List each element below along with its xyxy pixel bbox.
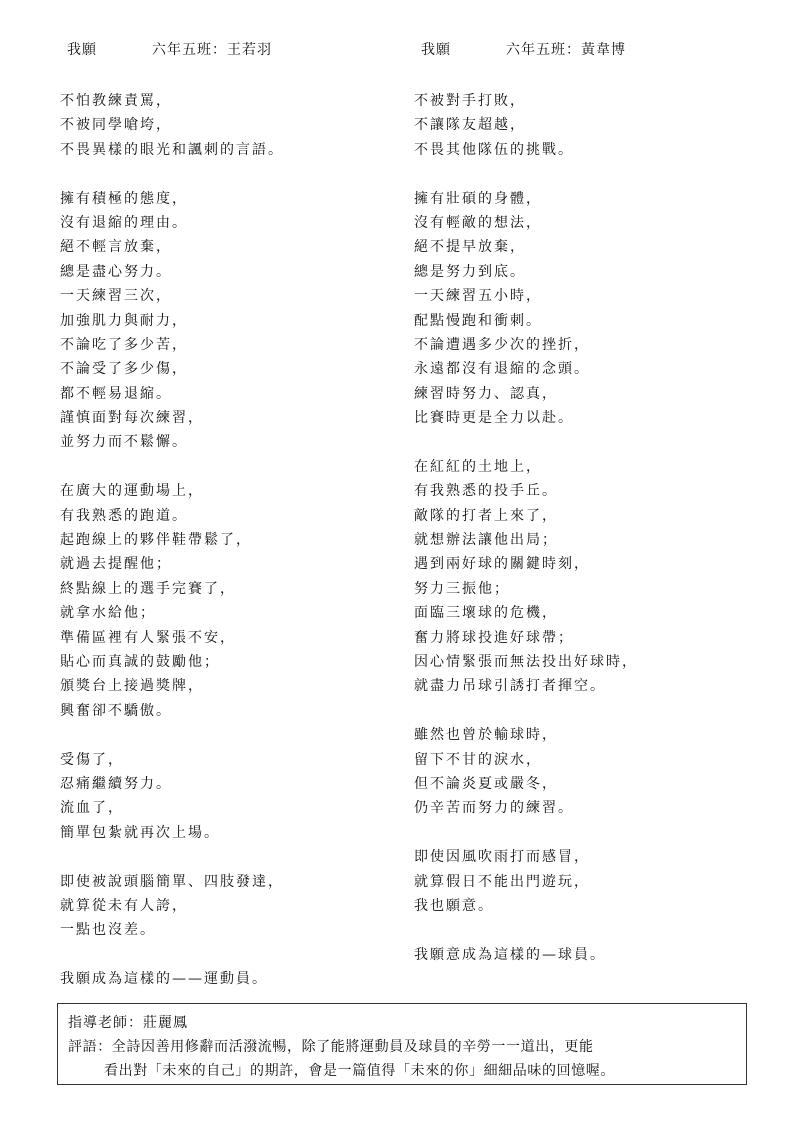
poem-line: 我願成為這樣的——運動員。 [60,971,268,988]
poem-line: 不論受了多少傷， [60,361,188,378]
poem-right-title: 我願 [421,42,451,58]
poem-line: 加強肌力與耐力， [60,312,188,329]
poem-line: 即使因風吹雨打而感冒， [414,849,590,866]
poem-line: 在紅紅的土地上， [414,458,542,475]
poem-right-author: 六年五班：黃韋博 [506,42,626,58]
poem-line: 頒獎台上接過獎牌， [60,678,204,695]
poem-line [414,918,754,942]
poem-line: 不被同學嗆垮， [60,117,172,134]
poem-line: 就拿水給他； [60,605,156,622]
comment-line-2: 看出對「未來的自己」的期許，會是一篇值得「未來的你」細細品味的回憶喔。 [104,1063,615,1079]
poem-line: 配點慢跑和衝刺。 [414,312,542,329]
poem-left-title: 我願 [67,42,97,58]
poem-line: 準備區裡有人緊張不安， [60,629,236,646]
poem-line: 仍辛苦而努力的練習。 [414,800,574,817]
poem-line: 不被對手打敗， [414,93,526,109]
poem-line: 在廣大的運動場上， [60,483,204,500]
poem-line: 擁有壯碩的身體， [414,190,542,207]
poem-line: 終點線上的選手完賽了， [60,580,236,597]
comment-line-1: 評語：全詩因善用修辭而活潑流暢，除了能將運動員及球員的辛勞一一道出，更能 [68,1039,594,1055]
poem-line: 不論吃了多少苦， [60,336,188,353]
poem-line: 永遠都沒有退縮的念頭。 [414,361,590,378]
poem-line: 敵隊的打者上來了， [414,507,558,524]
poem-line: 即使被說頭腦簡單、四肢發達， [60,873,284,890]
poem-line: 並努力而不鬆懈。 [60,434,188,451]
poem-line [414,821,754,845]
poem-line [414,430,754,454]
poem-line [60,723,400,747]
teacher-comment-box [57,1003,747,1085]
poem-line: 有我熟悉的跑道。 [60,507,188,524]
poem-line: 一點也沒差。 [60,922,156,939]
poem-line [414,162,754,186]
poem-line: 總是努力到底。 [414,263,526,280]
poem-right-body [414,89,754,967]
poem-line: 絕不提早放棄， [414,239,526,256]
poem-line: 奮力將球投進好球帶； [414,629,574,646]
poem-line: 遇到兩好球的關鍵時刻， [414,556,590,573]
poem-right-header [414,40,754,60]
poem-line: 流血了， [60,800,124,817]
poem-line: 我也願意。 [414,897,494,914]
poem-left-author: 六年五班：王若羽 [152,42,272,58]
poem-right [414,40,754,967]
poem-line: 但不論炎夏或嚴冬， [414,775,558,792]
poem-line: 都不輕易退縮。 [60,385,172,402]
poem-line: 不論遭遇多少次的挫折， [414,336,590,353]
poem-line [60,162,400,186]
poem-line: 謹慎面對每次練習， [60,410,204,427]
poem-line: 就盡力吊球引誘打者揮空。 [414,678,606,695]
poem-line: 不怕教練責罵， [60,93,172,109]
poem-line: 就過去提醒他； [60,556,172,573]
poem-line: 不畏異樣的眼光和諷刺的言語。 [60,141,284,158]
poem-line: 我願意成為這樣的—球員。 [414,946,606,963]
poem-line [414,699,754,723]
poem-line: 總是盡心努力。 [60,263,172,280]
poem-left-body [60,89,400,991]
poem-line: 沒有輕敵的想法， [414,214,542,231]
poem-line: 簡單包紮就再次上場。 [60,824,220,841]
poem-line: 留下不甘的淚水， [414,751,542,768]
poem-line: 就算從未有人誇， [60,897,188,914]
poem-line: 面臨三壞球的危機， [414,605,558,622]
poem-line [60,455,400,479]
poem-line: 擁有積極的態度， [60,190,188,207]
poem-line: 貼心而真誠的鼓勵他； [60,653,220,670]
poem-line [60,845,400,869]
poem-left [60,40,400,991]
poem-line: 一天練習三次， [60,288,172,305]
teacher-name: 指導老師：莊麗鳳 [68,1015,188,1031]
poem-line: 忍痛繼續努力。 [60,775,172,792]
poem-left-header [60,40,400,60]
poem-line: 因心情緊張而無法投出好球時， [414,653,638,670]
poem-line: 興奮卻不驕傲。 [60,702,172,719]
poem-line: 就想辦法讓他出局； [414,532,558,549]
poem-line: 不讓隊友超越， [414,117,526,134]
poem-line: 起跑線上的夥伴鞋帶鬆了， [60,532,252,549]
poem-line: 練習時努力、認真， [414,385,558,402]
poem-line: 雖然也曾於輸球時， [414,727,558,744]
poem-line: 不畏其他隊伍的挑戰。 [414,141,574,158]
poem-line: 沒有退縮的理由。 [60,214,188,231]
poem-line: 一天練習五小時， [414,288,542,305]
poem-line: 就算假日不能出門遊玩， [414,873,590,890]
poem-line: 比賽時更是全力以赴。 [414,410,574,427]
poem-line: 絕不輕言放棄， [60,239,172,256]
poem-line: 努力三振他； [414,580,510,597]
poem-line: 有我熟悉的投手丘。 [414,483,558,500]
poem-line: 受傷了， [60,751,124,768]
poem-line [60,943,400,967]
